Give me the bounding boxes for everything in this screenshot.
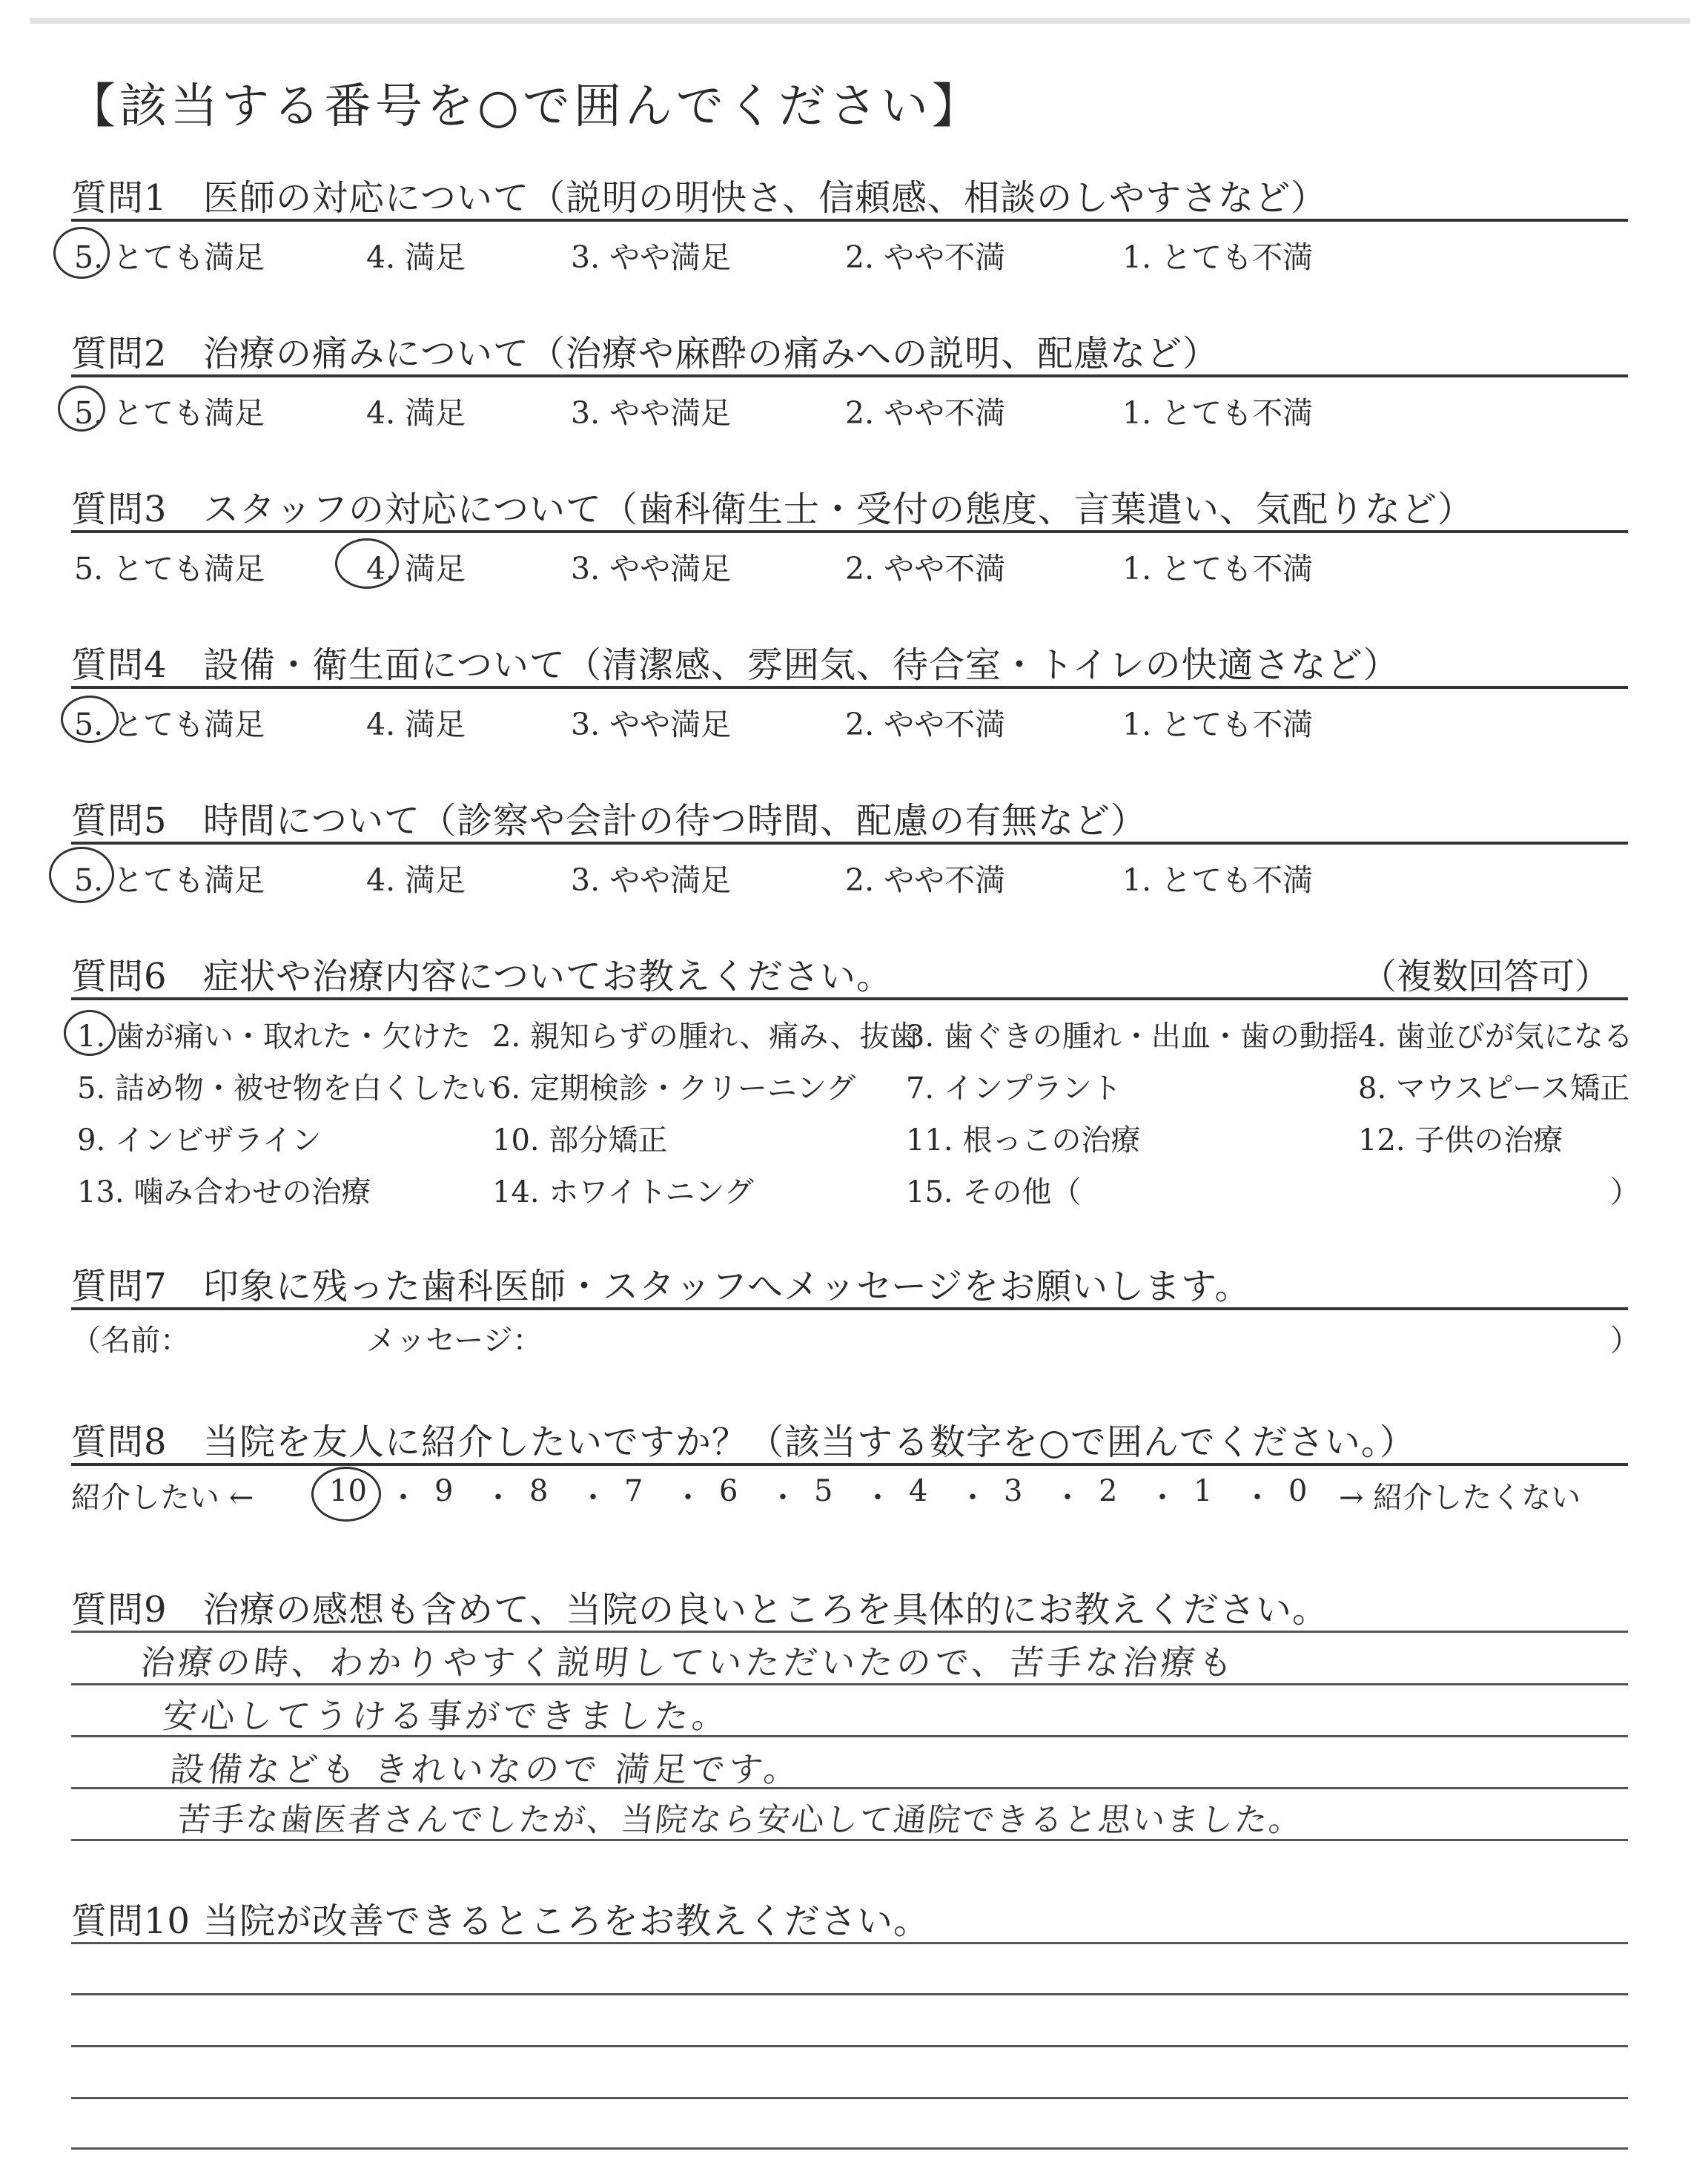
scale-4[interactable]: 4 — [909, 1474, 928, 1508]
question-number: 質問4 — [71, 644, 168, 686]
rating-option-1[interactable]: 1. とても不満 — [1122, 862, 1314, 898]
symptom-option[interactable]: 12. 子供の治療 — [1358, 1123, 1563, 1157]
answer-line — [71, 1942, 1628, 1944]
answer-line — [71, 2045, 1628, 2047]
rating-option-4[interactable]: 4. 満足 — [366, 551, 466, 587]
selection-circle — [61, 696, 119, 743]
question-number: 質問10 — [71, 1900, 191, 1942]
scale-dot: ・ — [388, 1481, 418, 1515]
scale-9[interactable]: 9 — [434, 1474, 454, 1508]
selection-circle — [58, 386, 105, 432]
question-divider — [71, 374, 1628, 377]
question-text: 時間について（診察や会計の待つ時間、配慮の有無など） — [203, 800, 1148, 842]
scale-dot: ・ — [958, 1481, 987, 1515]
scale-dot: ・ — [1242, 1481, 1272, 1515]
symptom-option[interactable]: 6. 定期検診・クリーニング — [492, 1071, 856, 1106]
question-divider — [71, 842, 1628, 845]
recommend-right-label: → 紹介したくない — [1339, 1481, 1581, 1515]
answer-line — [71, 2097, 1628, 2099]
handwritten-answer-line: 安心してうける事ができました。 — [160, 1696, 732, 1736]
rating-option-5[interactable]: 5. とても満足 — [74, 551, 265, 587]
scan-top-edge — [30, 18, 1690, 24]
scale-dot: ・ — [673, 1481, 703, 1515]
question-divider — [71, 686, 1628, 689]
rating-option-5[interactable]: 5. とても満足 — [74, 240, 265, 275]
question-8 — [71, 1413, 1416, 1464]
symptom-option-other[interactable]: 15. その他（ — [906, 1175, 1082, 1209]
scale-0[interactable]: 0 — [1288, 1474, 1308, 1508]
name-label: （名前： — [71, 1324, 190, 1358]
scale-10[interactable]: 10 — [329, 1474, 367, 1508]
question-number: 質問8 — [71, 1421, 168, 1463]
rating-option-4[interactable]: 4. 満足 — [366, 395, 466, 431]
question-text: 当院が改善できるところをお教えください。 — [203, 1900, 930, 1942]
answer-line — [71, 1631, 1628, 1633]
scale-1[interactable]: 1 — [1194, 1474, 1213, 1508]
symptom-option[interactable]: 4. 歯並びが気になる — [1358, 1020, 1633, 1054]
scale-dot: ・ — [768, 1481, 798, 1515]
scale-dot: ・ — [1148, 1481, 1177, 1515]
scale-2[interactable]: 2 — [1099, 1474, 1118, 1508]
question-divider — [71, 997, 1628, 1000]
rating-option-2[interactable]: 2. やや不満 — [845, 707, 1006, 742]
question-number: 質問1 — [71, 177, 168, 219]
question-6 — [71, 948, 893, 999]
symptom-option[interactable]: 14. ホワイトニング — [492, 1175, 754, 1209]
question-5 — [71, 792, 1147, 843]
rating-option-1[interactable]: 1. とても不満 — [1122, 395, 1314, 431]
form-title: 【該当する番号を○で囲んでください】 — [68, 79, 983, 134]
question-7 — [71, 1258, 1251, 1309]
selection-circle — [64, 1010, 116, 1056]
question-number: 質問6 — [71, 956, 168, 997]
symptom-option[interactable]: 10. 部分矯正 — [492, 1123, 668, 1157]
question-10 — [71, 1892, 930, 1943]
question-text: スタッフの対応について（歯科衛生士・受付の態度、言葉遣い、気配りなど） — [203, 489, 1474, 530]
scale-3[interactable]: 3 — [1004, 1474, 1023, 1508]
message-close-paren: ） — [1610, 1324, 1640, 1358]
question-number: 質問7 — [71, 1266, 168, 1307]
question-number: 質問5 — [71, 800, 168, 842]
handwritten-answer-line: 設備なども きれいなので 満足です。 — [168, 1749, 804, 1789]
question-3 — [71, 480, 1474, 532]
question-text: 治療の痛みについて（治療や麻酔の痛みへの説明、配慮など） — [203, 333, 1219, 374]
question-divider — [71, 219, 1628, 222]
recommend-left-label: 紹介したい ← — [71, 1481, 254, 1515]
symptom-option[interactable]: 9. インビザライン — [77, 1123, 322, 1157]
rating-option-3[interactable]: 3. やや満足 — [571, 862, 732, 898]
question-text: 医師の対応について（説明の明快さ、信頼感、相談のしやすさなど） — [203, 177, 1328, 219]
handwritten-answer-line: 苦手な歯医者さんでしたが、当院なら安心して通院できると思いました。 — [175, 1801, 1305, 1839]
symptom-option[interactable]: 8. マウスピース矯正 — [1358, 1071, 1630, 1106]
rating-option-5[interactable]: 5. とても満足 — [74, 395, 265, 431]
question-text: 当院を友人に紹介したいですか？（該当する数字を○で囲んでください。） — [203, 1421, 1416, 1463]
symptom-option[interactable]: 2. 親知らずの腫れ、痛み、抜歯 — [492, 1020, 919, 1054]
question-text: 印象に残った歯科医師・スタッフへメッセージをお願いします。 — [203, 1266, 1251, 1307]
rating-option-1[interactable]: 1. とても不満 — [1122, 707, 1314, 742]
rating-option-4[interactable]: 4. 満足 — [366, 240, 466, 275]
rating-option-3[interactable]: 3. やや満足 — [571, 240, 732, 275]
scale-dot: ・ — [1053, 1481, 1082, 1515]
rating-option-2[interactable]: 2. やや不満 — [845, 240, 1006, 275]
selection-circle — [335, 538, 399, 589]
question-1 — [71, 169, 1327, 220]
scale-6[interactable]: 6 — [719, 1474, 738, 1508]
rating-option-2[interactable]: 2. やや不満 — [845, 862, 1006, 898]
scale-8[interactable]: 8 — [529, 1474, 549, 1508]
scale-dot: ・ — [863, 1481, 893, 1515]
selection-circle — [49, 847, 114, 903]
question-divider — [71, 530, 1628, 533]
symptom-option[interactable]: 5. 詰め物・被せ物を白くしたい — [77, 1071, 500, 1106]
question-text: 治療の感想も含めて、当院の良いところを具体的にお教えください。 — [203, 1589, 1329, 1631]
question-text: 症状や治療内容についてお教えください。 — [203, 956, 893, 997]
question-number: 質問9 — [71, 1589, 168, 1631]
question-divider — [71, 1463, 1628, 1466]
rating-option-2[interactable]: 2. やや不満 — [845, 395, 1006, 431]
selection-circle — [311, 1467, 381, 1522]
question-number: 質問2 — [71, 333, 168, 374]
scale-dot: ・ — [578, 1481, 608, 1515]
rating-option-3[interactable]: 3. やや満足 — [571, 707, 732, 742]
rating-option-1[interactable]: 1. とても不満 — [1122, 240, 1314, 275]
rating-option-5[interactable]: 5. とても満足 — [74, 862, 265, 898]
question-9 — [71, 1581, 1328, 1632]
rating-option-2[interactable]: 2. やや不満 — [845, 551, 1006, 587]
symptom-option[interactable]: 1. 歯が痛い・取れた・欠けた — [77, 1020, 471, 1054]
symptom-option[interactable]: 13. 噛み合わせの治療 — [77, 1175, 371, 1209]
question-2 — [71, 325, 1219, 376]
question-divider — [71, 1307, 1628, 1310]
symptom-option[interactable]: 7. インプラント — [906, 1071, 1122, 1106]
question-4 — [71, 636, 1400, 687]
rating-option-1[interactable]: 1. とても不満 — [1122, 551, 1314, 587]
answer-line — [71, 2147, 1628, 2150]
rating-option-4[interactable]: 4. 満足 — [366, 707, 466, 742]
scale-dot: ・ — [483, 1481, 513, 1515]
scale-7[interactable]: 7 — [624, 1474, 643, 1508]
rating-option-4[interactable]: 4. 満足 — [366, 862, 466, 898]
other-close-paren: ） — [1610, 1175, 1640, 1209]
rating-option-5[interactable]: 5. とても満足 — [74, 707, 265, 742]
selection-circle — [53, 227, 110, 279]
rating-option-3[interactable]: 3. やや満足 — [571, 551, 732, 587]
message-label: メッセージ： — [366, 1324, 543, 1358]
question-text: 設備・衛生面について（清潔感、雰囲気、待合室・トイレの快適さなど） — [203, 644, 1400, 686]
handwritten-answer-line: 治療の時、わかりやすく説明していただいたので、苦手な治療も — [138, 1642, 1239, 1682]
question-number: 質問3 — [71, 489, 168, 530]
answer-line — [71, 1993, 1628, 1995]
symptom-option[interactable]: 3. 歯ぐきの腫れ・出血・歯の動揺 — [906, 1020, 1359, 1054]
rating-option-3[interactable]: 3. やや満足 — [571, 395, 732, 431]
symptom-option[interactable]: 11. 根っこの治療 — [906, 1123, 1141, 1157]
scale-5[interactable]: 5 — [814, 1474, 833, 1508]
multiple-answers-note: （複数回答可） — [1361, 956, 1611, 997]
